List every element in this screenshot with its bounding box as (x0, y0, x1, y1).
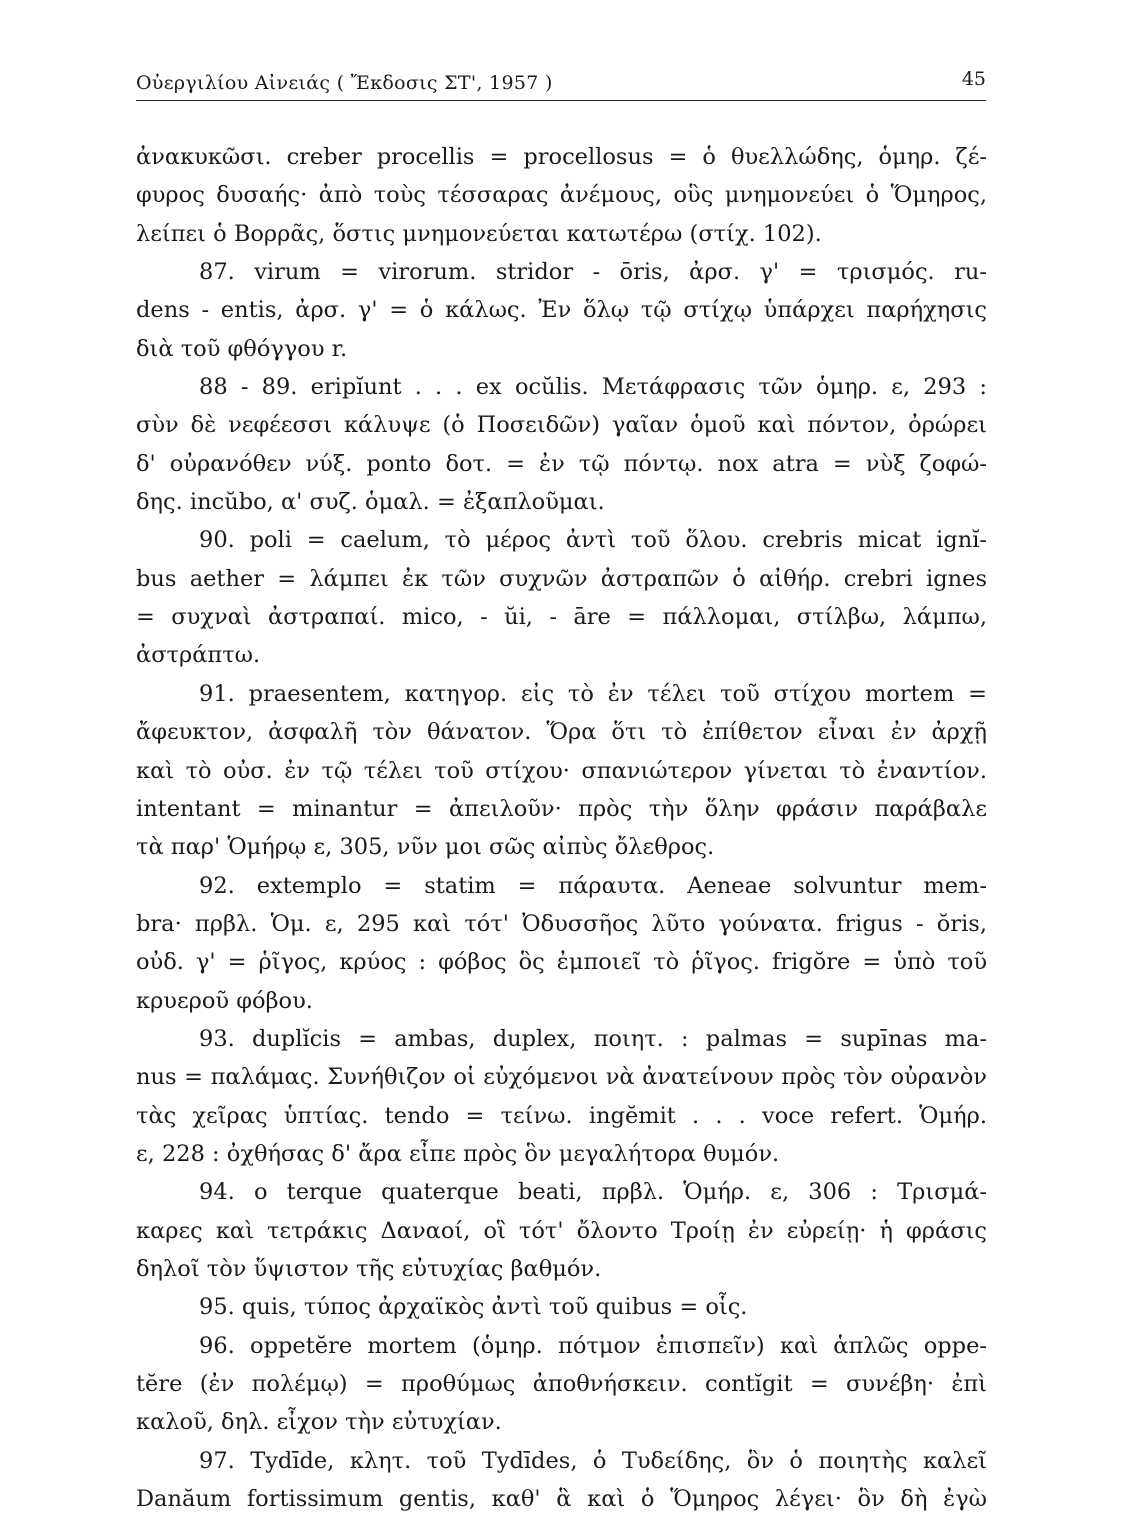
text-line: bra· πρβλ. Ὁμ. ε, 295 καὶ τότ' Ὀδυσσῆος λῦτο γούνατα. frigus - ŏris, (136, 910, 987, 937)
text-line: 95. quis, τύπος ἀρχαϊκὸς ἀντὶ τοῦ quibus = οἷς. (199, 1294, 748, 1321)
text-line: 92. extemplo = statim = πάραυτα. Aeneae solvuntur mem- (199, 872, 987, 899)
text-line: κρυεροῦ φόβου. (136, 987, 313, 1014)
text-line: 87. virum = virorum. stridor - ōris, ἀρσ. γ' = τρισμός. ru- (199, 259, 987, 286)
text-line: 90. poli = caelum, τὸ μέρος ἀντὶ τοῦ ὅλου. crebris micat ignĭ- (199, 527, 987, 554)
text-line: 96. oppetĕre mortem (ὁμηρ. πότμον ἐπισπεῖν) καὶ ἁπλῶς oppe- (199, 1332, 987, 1359)
text-line: φυρος δυσαής· ἀπὸ τοὺς τέσσαρας ἀνέμους, οὓς μνημονεύει ὁ Ὅμηρος, (136, 182, 987, 209)
text-line: 94. o terque quaterque beati, πρβλ. Ὁμήρ. ε, 306 : Τρισμά- (199, 1179, 987, 1206)
text-line: = συχναὶ ἀστραπαί. mico, - ŭi, - āre = πάλλομαι, στίλβω, λάμπω, (136, 604, 987, 631)
text-line: δ' οὐρανόθεν νύξ. ponto δοτ. = ἐν τῷ πόντῳ. nox atra = νὺξ ζοφώ- (136, 450, 987, 477)
text-line: δης. incŭbo, α' συζ. ὁμαλ. = ἐξαπλοῦμαι. (136, 489, 605, 516)
running-title: Οὐεργιλίου Αἰνειάς ( Ἔκδοσις ΣΤ', 1957 ) (136, 72, 553, 94)
text-line: δηλοῖ τὸν ὕψιστον τῆς εὐτυχίας βαθμόν. (136, 1255, 602, 1282)
commentary-body (136, 138, 987, 1518)
text-line: καὶ τὸ οὐσ. ἐν τῷ τέλει τοῦ στίχου· σπανιώτερον γίνεται τὸ ἐναντίον. (136, 757, 987, 784)
text-line: 88 - 89. eripĭunt . . . ex ocŭlis. Μετάφρασις τῶν ὁμηρ. ε, 293 : (199, 374, 987, 401)
text-line: ἄφευκτον, ἀσφαλῆ τὸν θάνατον. Ὅρα ὅτι τὸ ἐπίθετον εἶναι ἐν ἀρχῇ (136, 719, 987, 746)
text-line: 91. praesentem, κατηγορ. εἰς τὸ ἐν τέλει τοῦ στίχου mortem = (199, 680, 987, 707)
text-line: σὺν δὲ νεφέεσσι κάλυψε (ὁ Ποσειδῶν) γαῖαν ὁμοῦ καὶ πόντον, ὀρώρει (136, 412, 987, 439)
text-line: ἀνακυκῶσι. creber procellis = procellosus = ὁ θυελλώδης, ὁμηρ. ζέ- (136, 144, 987, 170)
text-line: nus = παλάμας. Συνήθιζον οἱ εὐχόμενοι νὰ ἀνατείνουν πρὸς τὸν οὐρανὸν (136, 1064, 987, 1091)
text-line: dens - entis, ἀρσ. γ' = ὁ κάλως. Ἐν ὅλῳ τῷ στίχῳ ὑπάρχει παρήχησις (136, 297, 987, 324)
text-line: Danăum fortissimum gentis, καθ' ἃ καὶ ὁ Ὅμηρος λέγει· ὃν δὴ ἐγὼ (136, 1486, 987, 1513)
text-line: καρες καὶ τετράκις Δαναοί, οἳ τότ' ὄλοντο Τροίῃ ἐν εὐρείῃ· ἡ φράσις (136, 1217, 987, 1244)
text-line: οὐδ. γ' = ῥῖγος, κρύος : φόβος ὃς ἐμποιεῖ τὸ ῥῖγος. frigŏre = ὑπὸ τοῦ (136, 949, 987, 976)
text-line: διὰ τοῦ φθόγγου r. (136, 335, 348, 362)
text-line: 97. Tydīde, κλητ. τοῦ Tydīdes, ὁ Τυδείδης, ὃν ὁ ποιητὴς καλεῖ (199, 1447, 987, 1474)
text-line: ἀστράπτω. (136, 642, 261, 669)
text-line: λείπει ὁ Βορρᾶς, ὅστις μνημονεύεται κατωτέρω (στίχ. 102). (136, 220, 822, 247)
text-line: bus aether = λάμπει ἐκ τῶν συχνῶν ἀστραπῶν ὁ αἰθήρ. crebri ignes (136, 565, 987, 592)
text-line: τὰ παρ' Ὁμήρῳ ε, 305, νῦν μοι σῶς αἰπὺς ὄλεθρος. (136, 834, 715, 861)
text-line: ε, 228 : ὀχθήσας δ' ἄρα εἶπε πρὸς ὃν μεγαλήτορα θυμόν. (136, 1140, 780, 1167)
text-line: καλοῦ, δηλ. εἶχον τὴν εὐτυχίαν. (136, 1409, 502, 1436)
page-header (136, 64, 986, 101)
text-line: tĕre (ἐν πολέμῳ) = προθύμως ἀποθνήσκειν. contĭgit = συνέβη· ἐπὶ (136, 1371, 987, 1397)
text-line: 93. duplĭcis = ambas, duplex, ποιητ. : palmas = supīnas ma- (199, 1025, 987, 1052)
text-line: τὰς χεῖρας ὑπτίας. tendo = τείνω. ingĕmit . . . voce refert. Ὁμήρ. (136, 1102, 987, 1129)
text-line: intentant = minantur = ἀπειλοῦν· πρὸς τὴν ὅλην φράσιν παράβαλε (136, 795, 987, 822)
page-number: 45 (961, 68, 986, 90)
